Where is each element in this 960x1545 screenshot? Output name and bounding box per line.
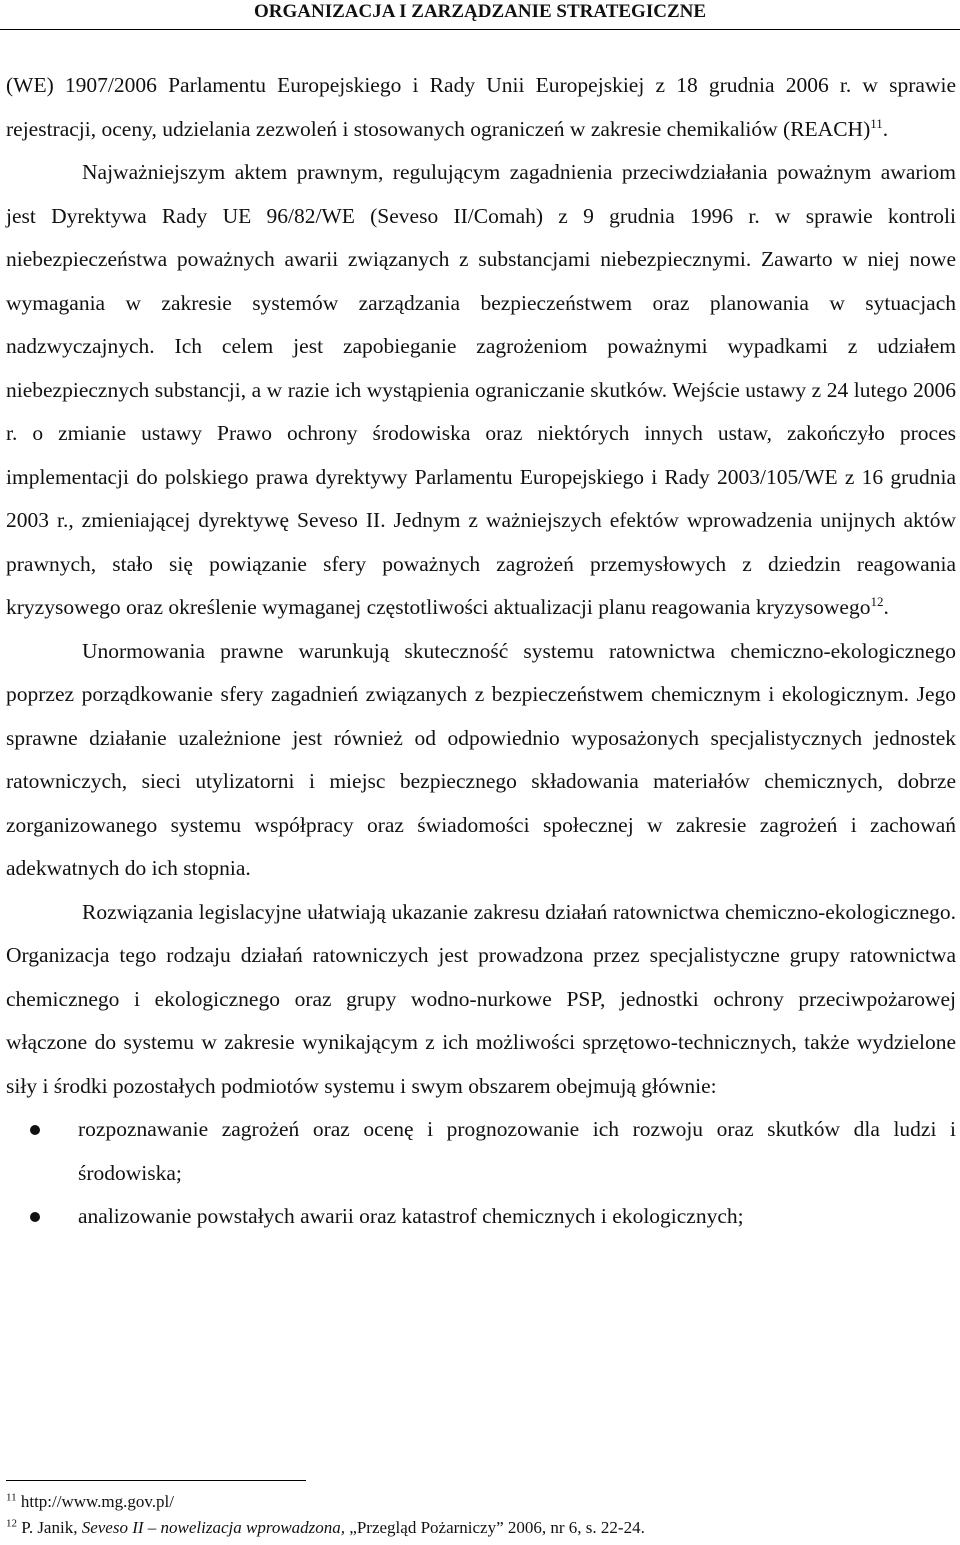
footnote-number: 11	[6, 1491, 17, 1504]
footnote-link[interactable]: http://www.mg.gov.pl/	[20, 1492, 175, 1511]
paragraph-seveso-end: .	[883, 595, 889, 619]
paragraph-seveso	[6, 151, 956, 630]
footnote-12	[6, 1515, 956, 1541]
header-title: ORGANIZACJA I ZARZĄDZANIE STRATEGICZNE	[253, 1, 707, 22]
paragraph-regulations	[6, 630, 956, 891]
bullet-icon	[30, 1125, 40, 1135]
footnote-number: 12	[6, 1517, 17, 1530]
footnote-ref-11: 11	[870, 115, 883, 131]
list-item-text: rozpoznawanie zagrożeń oraz ocenę i prognozowanie ich rozwoju oraz skutków dla ludzi i środowiska;	[78, 1117, 956, 1185]
paragraph-legislation	[6, 891, 956, 1109]
paragraph-legislation-text: Rozwiązania legislacyjne ułatwiają ukazanie zakresu działań ratownictwa chemiczno-ekologicznego. Organizacja tego rodzaju działań ratowniczych jest prowadzona przez specjalistyczne grupy ratownictwa chemicznego i ekologicznego oraz grupy wodno-nurkowe PSP, jednostki ochrony przeciwpożarowej włączone do systemu w zakresie wynikającym z ich możliwości sprzętowo-technicznych, także wydzielone siły i środki pozostałych podmiotów systemu i swym obszarem obejmują głównie:	[6, 899, 956, 1098]
footnote-source: „Przegląd Pożarniczy” 2006, nr 6, s. 22-24.	[345, 1518, 645, 1537]
footnote-11	[6, 1489, 956, 1515]
page-body	[6, 64, 956, 1239]
list-item-text: analizowanie powstałych awarii oraz katastrof chemicznych i ekologicznych;	[78, 1204, 744, 1228]
paragraph-reach-text: (WE) 1907/2006 Parlamentu Europejskiego i Rady Unii Europejskiej z 18 grudnia 2006 r. w sprawie rejestracji, oceny, udzielania zezwoleń i stosowanych ograniczeń w zakresie chemikaliów (REACH)	[6, 73, 956, 141]
paragraph-regulations-text: Unormowania prawne warunkują skuteczność systemu ratownictwa chemiczno-ekologicznego poprzez porządkowanie sfery zagadnień związanych z bezpieczeństwem chemicznym i ekologicznym. Jego sprawne działanie uzależnione jest również od odpowiednio wyposażonych specjalistycznych jednostek ratowniczych, sieci utylizatorni i miejsc bezpiecznego składowania materiałów chemicznych, dobrze zorganizowanego systemu współpracy oraz świadomości społecznej w zakresie zagrożeń i zachowań adekwatnych do ich stopnia.	[6, 638, 956, 880]
footnote-divider	[6, 1480, 306, 1481]
list-item	[6, 1195, 956, 1239]
bullet-icon	[30, 1212, 40, 1222]
paragraph-reach	[6, 64, 956, 151]
footnote-ref-12: 12	[870, 593, 884, 609]
paragraph-reach-end: .	[882, 116, 889, 141]
bullet-list	[6, 1108, 956, 1239]
footnotes	[6, 1489, 956, 1541]
footnote-author: P. Janik,	[21, 1518, 82, 1537]
list-item	[6, 1108, 956, 1195]
paragraph-seveso-text: Najważniejszym aktem prawnym, regulującym zagadnienia przeciwdziałania poważnym awariom jest Dyrektywa Rady UE 96/82/WE (Seveso II/Comah) z 9 grudnia 1996 r. w sprawie kontroli niebezpieczeństwa poważnych awarii związanych z substancjami niebezpiecznymi. Zawarto w niej nowe wymagania w zakresie systemów zarządzania bezpieczeństwem oraz planowania w sytuacjach nadzwyczajnych. Ich celem jest zapobieganie zagrożeniom poważnymi wypadkami z udziałem niebezpiecznych substancji, a w razie ich wystąpienia ograniczanie skutków. Wejście ustawy z 24 lutego 2006 r. o zmianie ustawy Prawo ochrony środowiska oraz niektórych innych ustaw, zakończyło proces implementacji do polskiego prawa dyrektywy Parlamentu Europejskiego i Rady 2003/105/WE z 16 grudnia 2003 r., zmieniającej dyrektywę Seveso II. Jednym z ważniejszych efektów wprowadzenia unijnych aktów prawnych, stało się powiązanie sfery poważnych zagrożeń przemysłowych z dziedzin reagowania kryzysowego oraz określenie wymaganej częstotliwości aktualizacji planu reagowania kryzysowego	[6, 160, 956, 619]
footnote-title: Seveso II – nowelizacja wprowadzona,	[81, 1518, 346, 1537]
running-header	[0, 0, 960, 30]
